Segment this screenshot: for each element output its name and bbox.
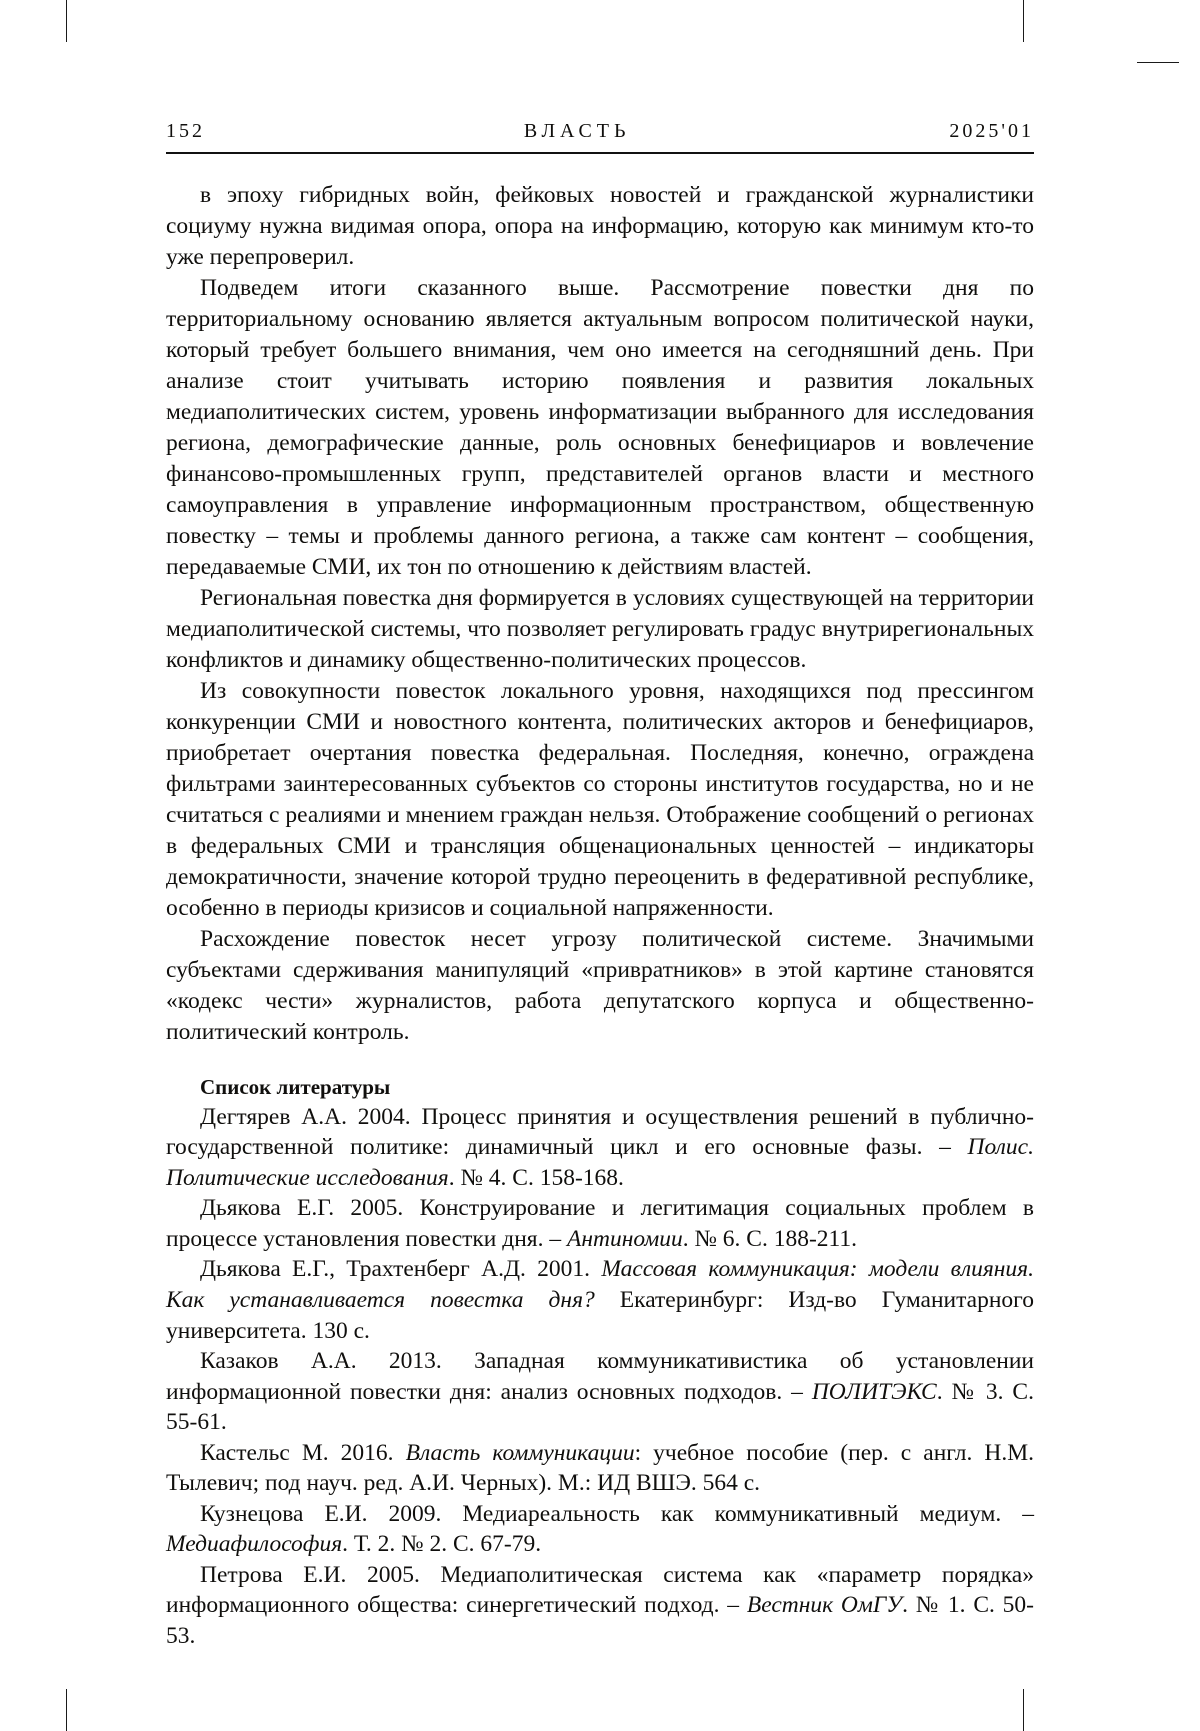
reference-source-title: Медиафилософия xyxy=(166,1531,343,1558)
references-heading: Список литературы xyxy=(200,1075,391,1100)
reference-source-title: Полис. Политические исследования xyxy=(166,1134,1034,1191)
reference-source-title: Массовая коммуникация: модели влияния. Как устанавливается повестка дня? xyxy=(166,1256,1034,1314)
issue-label: 2025'01 xyxy=(949,120,1034,142)
reference-item: Петрова Е.И. 2005. Медиаполитическая система как «параметр порядка» информационного общества: синергетический подход. – Вестник ОмГУ. № 1. С. 50-53. xyxy=(166,1561,1035,1650)
reference-source-title: Власть коммуникации xyxy=(405,1439,635,1466)
reference-item: Казаков А.А. 2013. Западная коммуникативистика об установлении информационной повестки дня: анализ основных подходов. – ПОЛИТЭКС. № 3. С. 55-61. xyxy=(166,1348,1034,1436)
reference-item: Дегтярев А.А. 2004. Процесс принятия и осуществления решений в публично-государственной политике: динамичный цикл и его основные фазы. – Полис. Политические исследования. № 4. С. 158-168. xyxy=(166,1103,1034,1191)
reference-source-title: Антиномии xyxy=(566,1225,683,1252)
page-number: 152 xyxy=(166,120,205,142)
paragraph: Региональная повестка дня формируется в условиях существующей на территории медиаполитической системы, что позволяет регулировать градус внутрирегиональных конфликтов и динамику общественно-политических процессов. xyxy=(166,585,1034,674)
crop-mark-bottom-left xyxy=(66,1689,67,1731)
page-content xyxy=(166,120,1034,1652)
crop-mark-top-left xyxy=(66,0,67,42)
reference-item: Кастельс М. 2016. Власть коммуникации: учебное пособие (пер. с англ. Н.М. Тылевич; под науч. ред. А.И. Черных). М.: ИД ВШЭ. 564 с. xyxy=(166,1439,1034,1497)
crop-mark-left-top xyxy=(1137,62,1179,63)
reference-item: Дьякова Е.Г. 2005. Конструирование и легитимация социальных проблем в процессе установления повестки дня. – Антиномии. № 6. С. 188-211. xyxy=(166,1195,1034,1252)
journal-title: ВЛАСТЬ xyxy=(523,120,631,142)
references-list xyxy=(166,1102,1034,1652)
crop-mark-bottom-right xyxy=(1023,1689,1024,1731)
reference-item: Дьякова Е.Г., Трахтенберг А.Д. 2001. Массовая коммуникация: модели влияния. Как устанавливается повестка дня? Екатеринбург: Изд-во Гуманитарного университета. 130 с. xyxy=(166,1256,1034,1344)
paragraph: Расхождение повесток несет угрозу политической системе. Значимыми субъектами сдерживания манипуляций «привратников» в этой картине становятся «кодекс чести» журналистов, работа депутатского корпуса и общественно-политический контроль. xyxy=(166,926,1034,1046)
reference-source-title: Вестник ОмГУ xyxy=(746,1592,903,1619)
paragraph: Подведем итоги сказанного выше. Рассмотрение повестки дня по территориальному основанию является актуальным вопросом политической науки, который требует большего внимания, чем оно имеется на сегодняшний день. При анализе стоит учитывать историю появления и развития локальных медиаполитических систем, уровень информатизации выбранного для исследования региона, демографические данные, роль основных бенефициаров и вовлечение финансово-промышленных групп, представителей органов власти и местного самоуправления в управление информационным пространством, общественную повестку – темы и проблемы данного региона, а также сам контент – сообщения, передаваемые СМИ, их тон по отношению к действиям властей. xyxy=(166,275,1034,581)
crop-mark-top-right xyxy=(1023,0,1024,42)
paragraph: Из совокупности повесток локального уровня, находящихся под прессингом конкуренции СМИ и новостного контента, политических акторов и бенефициаров, приобретает очертания повестка федеральная. Последняя, конечно, ограждена фильтрами заинтересованных субъектов со стороны институтов государства, но и не считаться с реалиями и мнением граждан нельзя. Отображение сообщений о регионах в федеральных СМИ и трансляция общенациональных ценностей – индикаторы демократичности, значение которой трудно переоценить в федеративной республике, особенно в периоды кризисов и социальной напряженности. xyxy=(166,678,1034,922)
paragraph: в эпоху гибридных войн, фейковых новостей и гражданской журналистики социуму нужна видимая опора, опора на информацию, которую как минимум кто-то уже перепроверил. xyxy=(166,182,1034,271)
article-body xyxy=(166,180,1034,1048)
reference-source-title: ПОЛИТЭКС xyxy=(811,1378,937,1405)
running-head xyxy=(166,120,1034,154)
reference-item: Кузнецова Е.И. 2009. Медиареальность как коммуникативный медиум. – Медиафилософия. Т. 2. № 2. С. 67-79. xyxy=(166,1500,1034,1558)
